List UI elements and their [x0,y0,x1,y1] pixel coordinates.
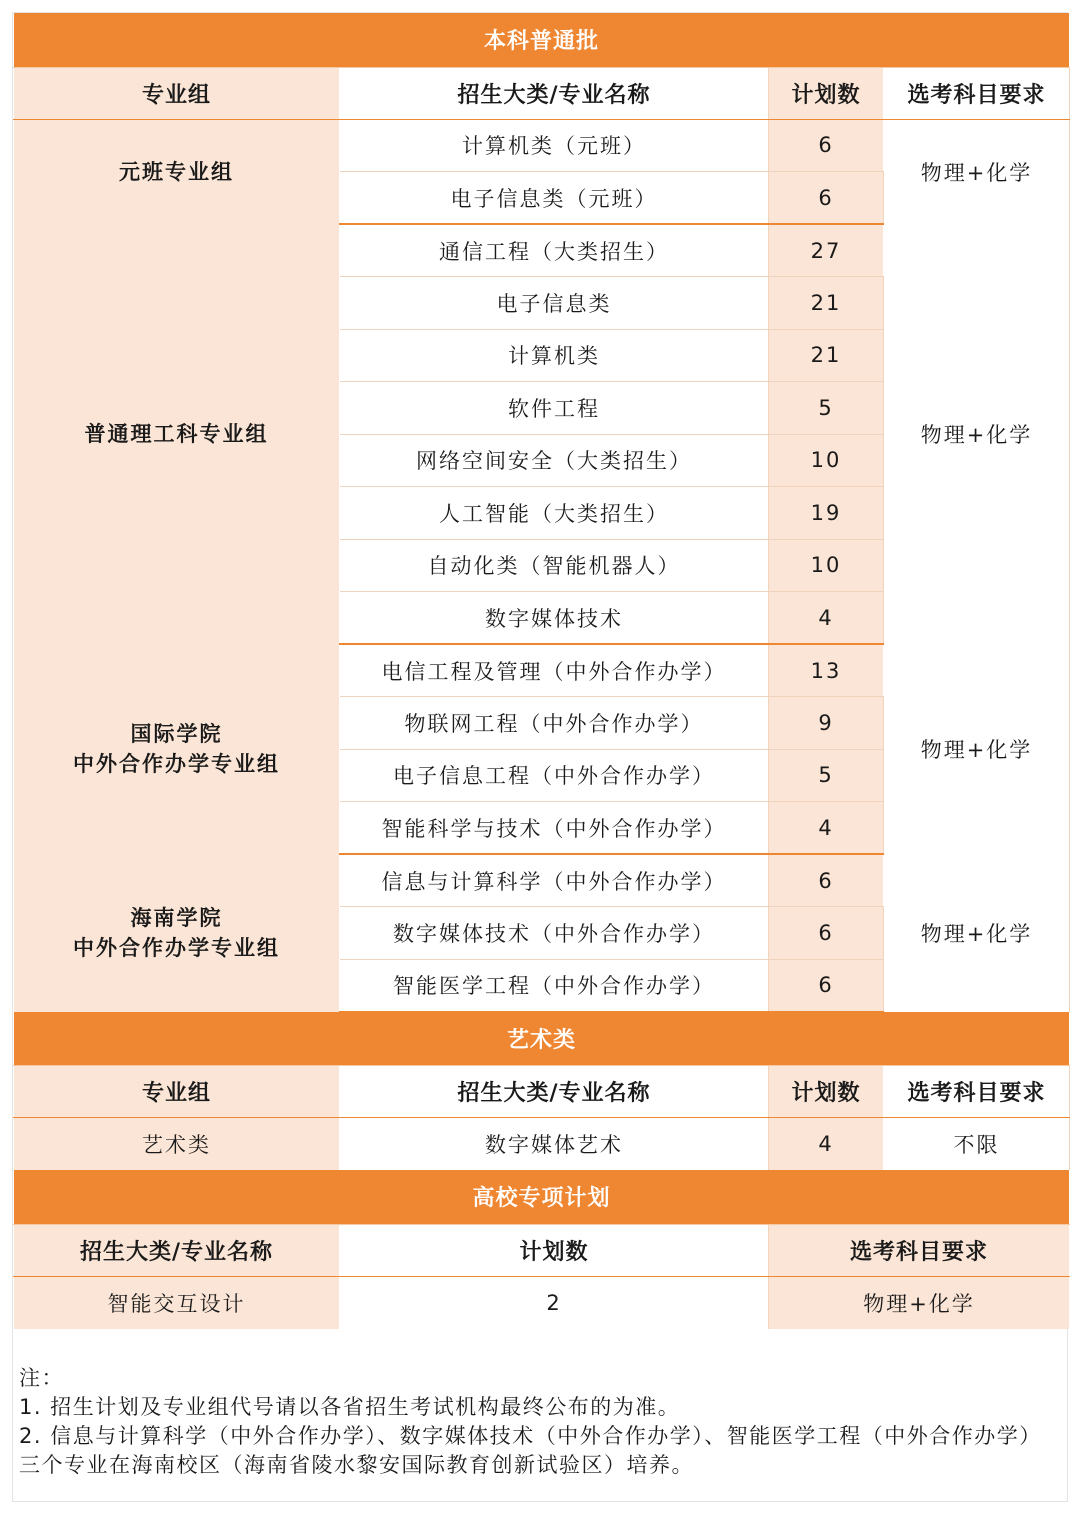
table-row [14,119,1070,172]
column-header: 计划数 [769,1066,884,1118]
major-name: 自动化类（智能机器人） [340,539,769,592]
plan-count: 13 [769,644,884,697]
section-regular [14,13,1070,67]
plan-count: 21 [769,277,884,330]
plan-count: 10 [769,539,884,592]
plan-count: 6 [769,854,884,907]
column-header: 招生大类/专业名称 [340,1066,769,1118]
major-name: 电子信息类（元班） [340,172,769,225]
table-row [14,644,1070,697]
major-group-name-line: 海南学院 [130,905,223,930]
plan-count: 6 [769,119,884,172]
major-name: 数字媒体艺术 [340,1118,769,1171]
major-name: 数字媒体技术 [340,592,769,645]
section-special-title: 高校专项计划 [14,1170,1070,1224]
major-group-name: 艺术类 [14,1118,340,1171]
major-group-name-line: 中外合作办学专业组 [73,752,280,776]
header-row-regular [14,67,1070,119]
enrollment-plan-sheet [12,12,1068,1502]
major-group-name-line: 普通理工科专业组 [84,422,269,446]
major-name: 智能医学工程（中外合作办学） [340,959,769,1012]
column-header: 招生大类/专业名称 [14,1224,340,1276]
section-art-title: 艺术类 [14,1012,1070,1066]
subject-requirement: 物理+化学 [884,644,1070,854]
plan-count: 10 [769,434,884,487]
header-row-special [14,1224,1070,1276]
major-name: 数字媒体技术（中外合作办学） [340,907,769,960]
section-regular-title: 本科普通批 [14,13,1070,67]
table-row [14,1276,1070,1329]
major-name: 智能交互设计 [14,1276,340,1329]
subject-requirement: 物理+化学 [884,854,1070,1012]
note-item-1: 1. 招生计划及专业组代号请以各省招生考试机构最终公布的为准。 [19,1395,681,1419]
plan-count: 4 [769,592,884,645]
plan-count: 2 [340,1276,769,1329]
section-special [14,1170,1070,1224]
notes-label: 注： [19,1366,64,1390]
notes [13,1356,1069,1488]
major-name: 人工智能（大类招生） [340,487,769,540]
column-header: 计划数 [769,67,884,119]
major-name: 计算机类（元班） [340,119,769,172]
plan-count: 4 [769,1118,884,1171]
subject-requirement: 物理+化学 [884,224,1070,644]
column-header: 选考科目要求 [769,1224,1070,1276]
plan-count: 5 [769,749,884,802]
major-name: 软件工程 [340,382,769,435]
column-header: 选考科目要求 [884,67,1070,119]
plan-count: 6 [769,172,884,225]
plan-count: 6 [769,959,884,1012]
major-group-name [14,119,340,224]
major-name: 物联网工程（中外合作办学） [340,697,769,750]
major-name: 电子信息工程（中外合作办学） [340,749,769,802]
major-group-name-line: 中外合作办学专业组 [73,935,280,960]
plan-count: 6 [769,907,884,960]
major-group-name [14,644,340,854]
major-name: 网络空间安全（大类招生） [340,434,769,487]
section-art [14,1012,1070,1066]
table-row [14,1118,1070,1171]
plan-count: 9 [769,697,884,750]
major-name: 电子信息类 [340,277,769,330]
major-name: 电信工程及管理（中外合作办学） [340,644,769,697]
table-row [14,224,1070,277]
major-name: 通信工程（大类招生） [340,224,769,277]
plan-count: 4 [769,802,884,855]
column-header: 专业组 [14,67,340,119]
column-header: 专业组 [14,1066,340,1118]
column-header: 招生大类/专业名称 [340,67,769,119]
header-row-art [14,1066,1070,1118]
major-group-name-line: 元班专业组 [119,159,234,184]
major-name: 计算机类 [340,329,769,382]
enrollment-plan-table [13,13,1070,1329]
column-header: 选考科目要求 [884,1066,1070,1118]
plan-count: 27 [769,224,884,277]
note-item-2: 2. 信息与计算科学（中外合作办学）、数字媒体技术（中外合作办学）、智能医学工程（中外合作办学）三个专业在海南校区（海南省陵水黎安国际教育创新试验区）培养。 [19,1424,1042,1477]
subject-requirement: 不限 [884,1118,1070,1171]
major-name: 智能科学与技术（中外合作办学） [340,802,769,855]
table-body [14,13,1070,1329]
plan-count: 5 [769,382,884,435]
subject-requirement: 物理+化学 [884,119,1070,224]
table-row [14,854,1070,907]
major-group-name [14,854,340,1012]
major-group-name-line: 国际学院 [130,722,223,746]
major-group-name [14,224,340,644]
subject-requirement: 物理+化学 [769,1276,1070,1329]
plan-count: 21 [769,329,884,382]
plan-count: 19 [769,487,884,540]
column-header: 计划数 [340,1224,769,1276]
major-name: 信息与计算科学（中外合作办学） [340,854,769,907]
